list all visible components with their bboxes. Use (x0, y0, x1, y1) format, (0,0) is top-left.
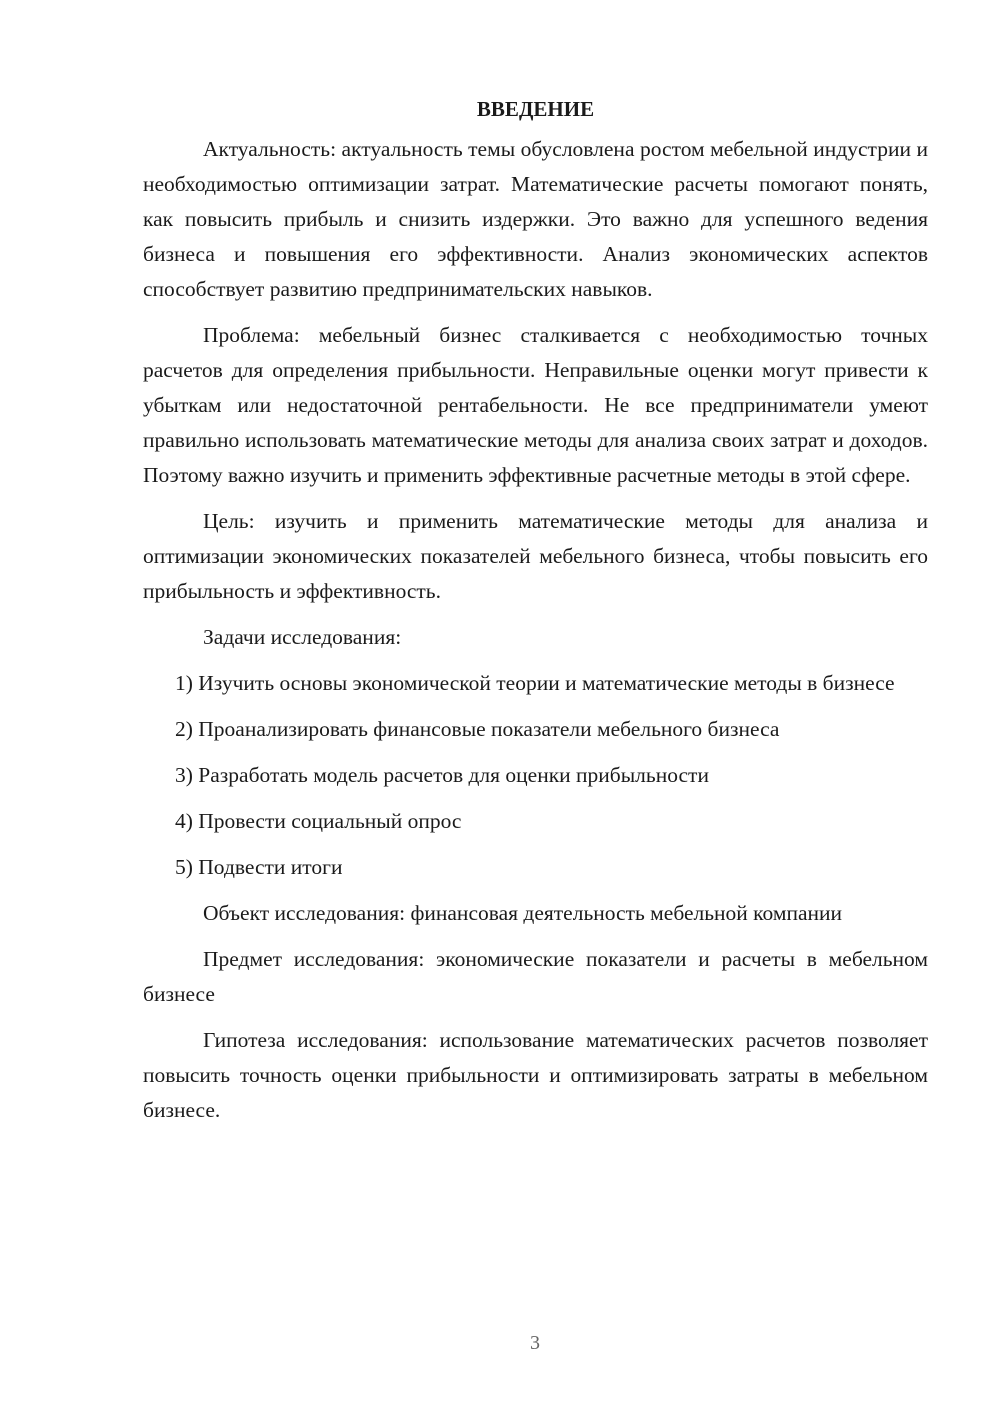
page-title: ВВЕДЕНИЕ (476, 97, 595, 121)
task-item: 3) Разработать модель расчетов для оценки прибыльности (175, 763, 709, 787)
hypothesis-paragraph: Гипотеза исследования: использование математических расчетов позволяет повысить точность оценки прибыльности и оптимизировать затраты в мебельном бизнесе. (143, 1028, 928, 1122)
object-paragraph: Объект исследования: финансовая деятельность мебельной компании (203, 901, 843, 925)
task-item: 1) Изучить основы экономической теории и математические методы в бизнесе (175, 671, 895, 695)
task-item: 4) Провести социальный опрос (175, 809, 462, 833)
tasks-list (143, 666, 928, 885)
page-number: 3 (530, 1332, 540, 1354)
document-page (143, 92, 928, 1139)
relevance-paragraph: Актуальность: актуальность темы обусловлена ростом мебельной индустрии и необходимостью оптимизации затрат. Математические расчеты помогают понять, как повысить прибыль и снизить издержки. Это важно для успешного ведения бизнеса и повышения его эффективности. Анализ экономических аспектов способствует развитию предпринимательских навыков. (143, 137, 928, 301)
goal-paragraph: Цель: изучить и применить математические методы для анализа и оптимизации экономических показателей мебельного бизнеса, чтобы повысить его прибыльность и эффективность. (143, 509, 928, 603)
tasks-heading: Задачи исследования: (203, 625, 402, 649)
problem-paragraph: Проблема: мебельный бизнес сталкивается с необходимостью точных расчетов для определения прибыльности. Неправильные оценки могут привести к убыткам или недостаточной рентабельности. Не все предприниматели умеют правильно использовать математические методы для анализа своих затрат и доходов. Поэтому важно изучить и применить эффективные расчетные методы в этой сфере. (143, 323, 928, 487)
task-item: 2) Проанализировать финансовые показатели мебельного бизнеса (175, 717, 780, 741)
task-item: 5) Подвести итоги (175, 855, 343, 879)
subject-paragraph: Предмет исследования: экономические показатели и расчеты в мебельном бизнесе (143, 947, 928, 1006)
